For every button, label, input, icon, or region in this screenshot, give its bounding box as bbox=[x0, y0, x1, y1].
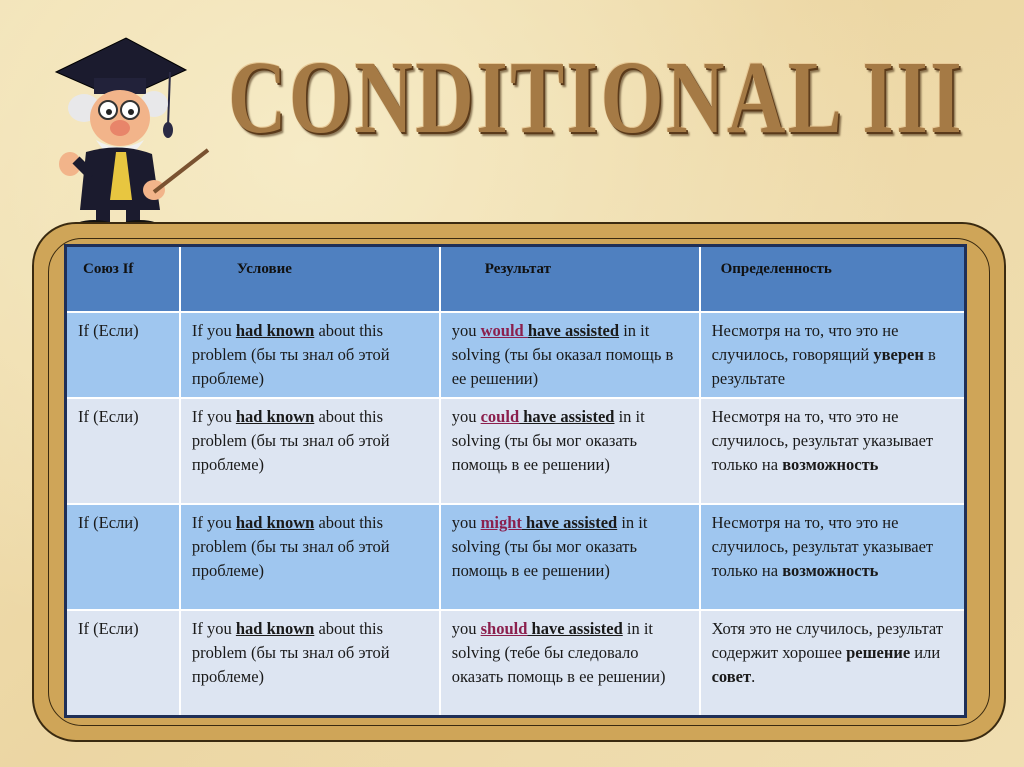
perfect-infinitive: have assisted bbox=[527, 321, 620, 340]
header-result: Результат bbox=[440, 246, 700, 313]
perfect-infinitive: have assisted bbox=[521, 513, 618, 532]
table-header-row bbox=[66, 246, 966, 313]
conditional-table bbox=[64, 244, 967, 718]
modal-verb: might bbox=[480, 513, 522, 532]
cell-conjunction: If (Если) bbox=[66, 398, 180, 504]
professor-illustration bbox=[36, 30, 216, 240]
modal-verb: would bbox=[480, 321, 528, 340]
verb-past-perfect: had known bbox=[235, 407, 315, 426]
verb-past-perfect: had known bbox=[235, 619, 315, 638]
cell-certainty: Несмотря на то, что это не случилось, результат указывает только на возможность bbox=[700, 398, 966, 504]
cell-condition: If you had known about this problem (бы ты знал об этой проблеме) bbox=[180, 610, 440, 717]
verb-past-perfect: had known bbox=[235, 513, 315, 532]
table-row bbox=[66, 398, 966, 504]
table-row bbox=[66, 312, 966, 398]
slide-title: CONDITIONAL III bbox=[228, 40, 965, 155]
cell-result: you would have assisted in it solving (ты бы оказал помощь в ее решении) bbox=[440, 312, 700, 398]
header-certainty: Определенность bbox=[700, 246, 966, 313]
cell-result: you could have assisted in it solving (ты бы мог оказать помощь в ее решении) bbox=[440, 398, 700, 504]
header-conjunction: Союз If bbox=[66, 246, 180, 313]
perfect-infinitive: have assisted bbox=[519, 407, 615, 426]
header-condition: Условие bbox=[180, 246, 440, 313]
table-row bbox=[66, 504, 966, 610]
cell-condition: If you had known about this problem (бы ты знал об этой проблеме) bbox=[180, 398, 440, 504]
cell-conjunction: If (Если) bbox=[66, 312, 180, 398]
cell-result: you might have assisted in it solving (ты бы мог оказать помощь в ее решении) bbox=[440, 504, 700, 610]
cell-certainty: Несмотря на то, что это не случилось, говорящий уверен в результате bbox=[700, 312, 966, 398]
table-row bbox=[66, 610, 966, 717]
perfect-infinitive: have assisted bbox=[527, 619, 623, 638]
cell-condition: If you had known about this problem (бы ты знал об этой проблеме) bbox=[180, 504, 440, 610]
cell-result: you should have assisted in it solving (тебе бы следовало оказать помощь в ее решении) bbox=[440, 610, 700, 717]
modal-verb: should bbox=[480, 619, 528, 638]
modal-verb: could bbox=[480, 407, 520, 426]
cell-certainty: Хотя это не случилось, результат содержит хорошее решение или совет. bbox=[700, 610, 966, 717]
cell-certainty: Несмотря на то, что это не случилось, результат указывает только на возможность bbox=[700, 504, 966, 610]
cell-conjunction: If (Если) bbox=[66, 610, 180, 717]
cell-condition: If you had known about this problem (бы ты знал об этой проблеме) bbox=[180, 312, 440, 398]
verb-past-perfect: had known bbox=[235, 321, 315, 340]
cell-conjunction: If (Если) bbox=[66, 504, 180, 610]
